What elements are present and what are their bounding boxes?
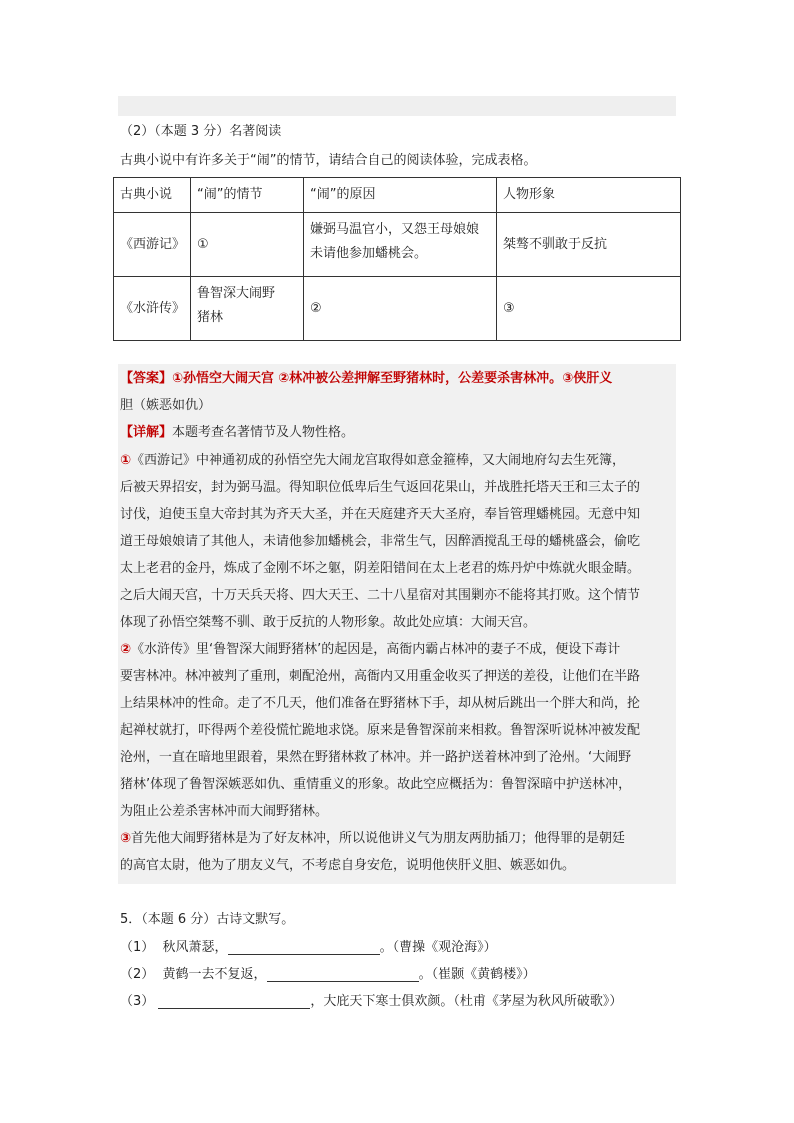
answer-blank[interactable] [158, 994, 310, 1009]
detail-line: 后被天界招安，封为弼马温。得知职位低卑后生气返回花果山，并战胜托塔天王和三太子的 [120, 480, 641, 495]
detail-line: 讨伐，迫使玉皇大帝封其为齐天大圣，并在天庭建齐天大圣府，奉旨管理蟠桃园。无意中知 [120, 507, 641, 522]
detail-line [120, 827, 625, 846]
question-2-header: （2）（本题 3 分）名著阅读 [120, 124, 282, 139]
table-cell-novel: 《西游记》 [114, 213, 191, 277]
recite-item-1 [120, 936, 497, 955]
table-header-cell: “闹”的情节 [191, 178, 304, 213]
table-cell-image: ③ [497, 277, 681, 341]
detail-intro: 本题考查名著情节及人物性格。 [172, 425, 355, 440]
recite-num: （2） [120, 967, 155, 982]
answer-part-1: ①孙悟空大闹天宫 [172, 371, 275, 386]
detail-line: 太上老君的金丹，炼成了金刚不坏之躯，阴差阳错间在太上老君的炼丹炉中炼就火眼金睛。 [120, 561, 641, 576]
recite-before: 秋风萧瑟， [162, 940, 228, 955]
recite-num: （3） [120, 994, 155, 1009]
answer-part-3: ③侠肝义 [562, 371, 613, 386]
detail-label: 【详解】 [120, 425, 173, 440]
detail-line: 之后大闹天宫，十万天兵天将、四大天王、二十八星宿对其围剿亦不能将其打败。这个情节 [120, 588, 641, 603]
table-row [114, 213, 681, 277]
table-cell-plot: ① [191, 213, 304, 277]
detail-line [120, 638, 620, 657]
table-cell-reason [304, 213, 497, 277]
marker-1: ① [120, 453, 132, 468]
table-cell-reason: ② [304, 277, 497, 341]
detail-line: 沧州，一直在暗地里跟着，果然在野猪林救了林冲。并一路护送着林冲到了沧州。‘大闹野 [120, 750, 632, 765]
table-cell-novel: 《水浒传》 [114, 277, 191, 341]
detail-text: 《西游记》中神通初成的孙悟空先大闹龙宫取得如意金箍棒，又大闹地府勾去生死簿， [131, 453, 626, 468]
marker-2: ② [120, 642, 132, 657]
reason-line: 未请他参加蟠桃会。 [310, 246, 428, 261]
marker-3: ③ [120, 831, 132, 846]
detail-header-line [120, 421, 354, 440]
answer-part-2: ②林冲被公差押解至野猪林时，公差要杀害林冲。 [278, 371, 563, 386]
detail-text: 首先他大闹野猪林是为了好友林冲，所以说他讲义气为朋友两肋插刀；他得罪的是朝廷 [131, 831, 626, 846]
recite-num: （1） [120, 940, 155, 955]
reading-table [113, 177, 681, 341]
plot-line: 猪林 [197, 310, 224, 325]
recite-item-3 [120, 990, 622, 1009]
table-header-cell: 古典小说 [114, 178, 191, 213]
answer-blank[interactable] [267, 967, 419, 982]
recite-after: 。（曹操《观沧海》） [379, 940, 497, 955]
question-2-intro: 古典小说中有许多关于“闹”的情节，请结合自己的阅读体验，完成表格。 [120, 153, 537, 168]
detail-line: 上结果林冲的性命。走了不几天，他们准备在野猪林下手，却从树后跳出一个胖大和尚，抡 [120, 696, 641, 711]
detail-line: 猪林’体现了鲁智深嫉恶如仇、重情重义的形象。故此空应概括为：鲁智深暗中护送林冲， [120, 777, 632, 792]
recite-item-2 [120, 963, 536, 982]
reason-line: 嫌弼马温官小，又怨王母娘娘 [310, 222, 480, 237]
recite-before: 黄鹤一去不复返， [162, 967, 267, 982]
detail-line: 体现了孙悟空桀骜不驯、敢于反抗的人物形象。故此处应填：大闹天宫。 [120, 615, 537, 630]
top-gray-strip [118, 96, 676, 116]
table-cell-plot [191, 277, 304, 341]
answer-label: 【答案】 [120, 371, 173, 386]
answer-box [118, 364, 676, 884]
recite-after: 。（崔颢《黄鹤楼》） [418, 967, 536, 982]
detail-line: 要害林冲。林冲被判了重刑，刺配沧州，高衙内又用重金收买了押送的差役，让他们在半路 [120, 669, 641, 684]
table-header-cell: “闹”的原因 [304, 178, 497, 213]
table-row [114, 277, 681, 341]
detail-line: 起禅杖就打，吓得两个差役慌忙跪地求饶。原来是鲁智深前来相救。鲁智深听说林冲被发配 [120, 723, 641, 738]
detail-line: 为阻止公差杀害林冲而大闹野猪林。 [120, 804, 329, 819]
recite-after: ，大庇天下寒士俱欢颜。（杜甫《茅屋为秋风所破歌》） [310, 994, 623, 1009]
plot-line: 鲁智深大闹野 [197, 286, 276, 301]
answer-blank[interactable] [228, 940, 380, 955]
question-5-header: 5．（本题 6 分）古诗文默写。 [120, 912, 295, 927]
table-cell-image: 桀骜不驯敢于反抗 [497, 213, 681, 277]
detail-line: 道王母娘娘请了其他人，未请他参加蟠桃会，非常生气，因醉酒搅乱王母的蟠桃盛会，偷吃 [120, 534, 641, 549]
answer-line-2: 胆（嫉恶如仇） [120, 398, 212, 413]
answer-line [120, 367, 612, 386]
detail-line [120, 449, 625, 468]
table-header-cell: 人物形象 [497, 178, 681, 213]
detail-line: 的高官太尉，他为了朋友义气，不考虑自身安危，说明他侠肝义胆、嫉恶如仇。 [120, 858, 576, 873]
detail-text: 《水浒传》里‘鲁智深大闹野猪林’的起因是，高衙内霸占林冲的妻子不成，便设下毒计 [131, 642, 621, 657]
table-header-row [114, 178, 681, 213]
